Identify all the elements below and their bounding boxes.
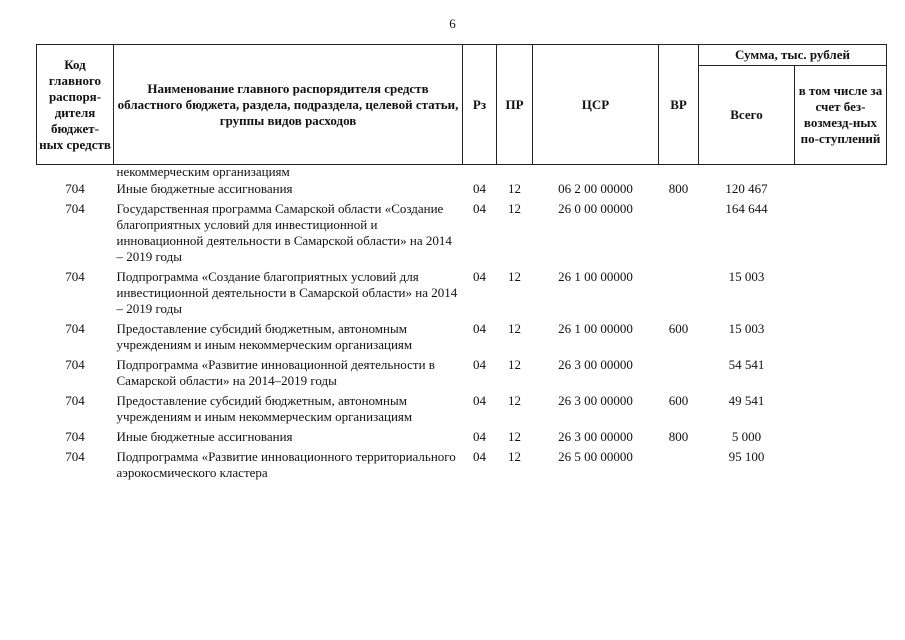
header-code: Код главного распоря-дителя бюджет-ных средств <box>37 45 114 165</box>
row-code: 704 <box>65 393 85 408</box>
row-csr: 26 1 00 00000 <box>558 269 633 284</box>
row-total: 95 100 <box>728 449 765 464</box>
row-code: 704 <box>65 429 85 444</box>
row-incl <box>795 267 887 319</box>
table-row <box>37 391 887 427</box>
row-total: 15 003 <box>728 269 765 284</box>
row-vr <box>659 267 699 319</box>
continuation-name: некоммерческим организациям <box>116 164 290 179</box>
row-csr: 26 0 00 00000 <box>558 201 633 216</box>
row-total: 5 000 <box>731 429 762 444</box>
row-pr: 12 <box>508 429 521 444</box>
header-name: Наименование главного распорядителя средств областного бюджета, раздела, подраздела, целевой статьи, группы видов расходов <box>114 45 463 165</box>
budget-table <box>36 44 887 483</box>
row-pr: 12 <box>508 181 521 196</box>
row-rz: 04 <box>473 449 486 464</box>
row-code: 704 <box>65 357 85 372</box>
row-total: 15 003 <box>728 321 765 336</box>
row-csr: 26 3 00 00000 <box>558 357 633 372</box>
row-vr: 600 <box>668 393 689 408</box>
row-total: 49 541 <box>728 393 765 408</box>
continuation-row <box>37 165 887 180</box>
row-code: 704 <box>65 449 85 464</box>
row-name: Иные бюджетные ассигнования <box>116 181 293 196</box>
row-pr: 12 <box>508 201 521 216</box>
row-csr: 26 3 00 00000 <box>558 429 633 444</box>
row-name: Иные бюджетные ассигнования <box>116 429 293 444</box>
row-vr: 800 <box>668 429 689 444</box>
row-code: 704 <box>65 201 85 216</box>
row-vr <box>659 355 699 391</box>
row-pr: 12 <box>508 269 521 284</box>
row-name: Предоставление субсидий бюджетным, автономным учреждениям и иным некоммерческим организациям <box>116 321 413 352</box>
row-incl <box>795 447 887 483</box>
row-code: 704 <box>65 181 85 196</box>
row-incl <box>795 179 887 199</box>
header-rz: Рз <box>463 45 497 165</box>
row-code: 704 <box>65 269 85 284</box>
row-csr: 26 5 00 00000 <box>558 449 633 464</box>
row-rz: 04 <box>473 201 486 216</box>
row-rz: 04 <box>473 321 486 336</box>
header-vr: ВР <box>659 45 699 165</box>
row-csr: 26 1 00 00000 <box>558 321 633 336</box>
row-csr: 06 2 00 00000 <box>558 181 633 196</box>
header-incl: в том числе за счет без-возмезд-ных по-ступлений <box>795 66 887 165</box>
table-row <box>37 267 887 319</box>
row-rz: 04 <box>473 269 486 284</box>
table-row <box>37 179 887 199</box>
row-vr <box>659 447 699 483</box>
header-sum: Сумма, тыс. рублей <box>699 45 887 66</box>
table-row <box>37 355 887 391</box>
row-pr: 12 <box>508 321 521 336</box>
header-csr: ЦСР <box>533 45 659 165</box>
table-row <box>37 447 887 483</box>
row-total: 120 467 <box>725 181 768 196</box>
page-number: 6 <box>449 16 456 31</box>
row-incl <box>795 199 887 267</box>
row-total: 54 541 <box>728 357 765 372</box>
row-name: Государственная программа Самарской области «Создание благоприятных условий для инвестиционной и инновационной деятельности в Самарской области» на 2014 – 2019 годы <box>116 201 452 264</box>
row-rz: 04 <box>473 429 486 444</box>
table-row <box>37 427 887 447</box>
row-pr: 12 <box>508 357 521 372</box>
header-pr: ПР <box>497 45 533 165</box>
row-incl <box>795 427 887 447</box>
row-incl <box>795 391 887 427</box>
row-rz: 04 <box>473 393 486 408</box>
row-rz: 04 <box>473 181 486 196</box>
row-csr: 26 3 00 00000 <box>558 393 633 408</box>
row-pr: 12 <box>508 393 521 408</box>
row-incl <box>795 355 887 391</box>
row-code: 704 <box>65 321 85 336</box>
row-name: Подпрограмма «Развитие инновационной деятельности в Самарской области» на 2014–2019 годы <box>116 357 435 388</box>
table-row <box>37 319 887 355</box>
row-vr: 800 <box>668 181 689 196</box>
row-rz: 04 <box>473 357 486 372</box>
header-total: Всего <box>699 66 795 165</box>
row-name: Подпрограмма «Создание благоприятных условий для инвестиционной деятельности в Самарской области» на 2014 – 2019 годы <box>116 269 458 316</box>
row-name: Предоставление субсидий бюджетным, автономным учреждениям и иным некоммерческим организациям <box>116 393 413 424</box>
row-name: Подпрограмма «Развитие инновационного территориального аэрокосмического кластера <box>116 449 456 480</box>
row-vr <box>659 199 699 267</box>
row-incl <box>795 319 887 355</box>
table-row <box>37 199 887 267</box>
row-total: 164 644 <box>725 201 768 216</box>
row-pr: 12 <box>508 449 521 464</box>
row-vr: 600 <box>668 321 689 336</box>
